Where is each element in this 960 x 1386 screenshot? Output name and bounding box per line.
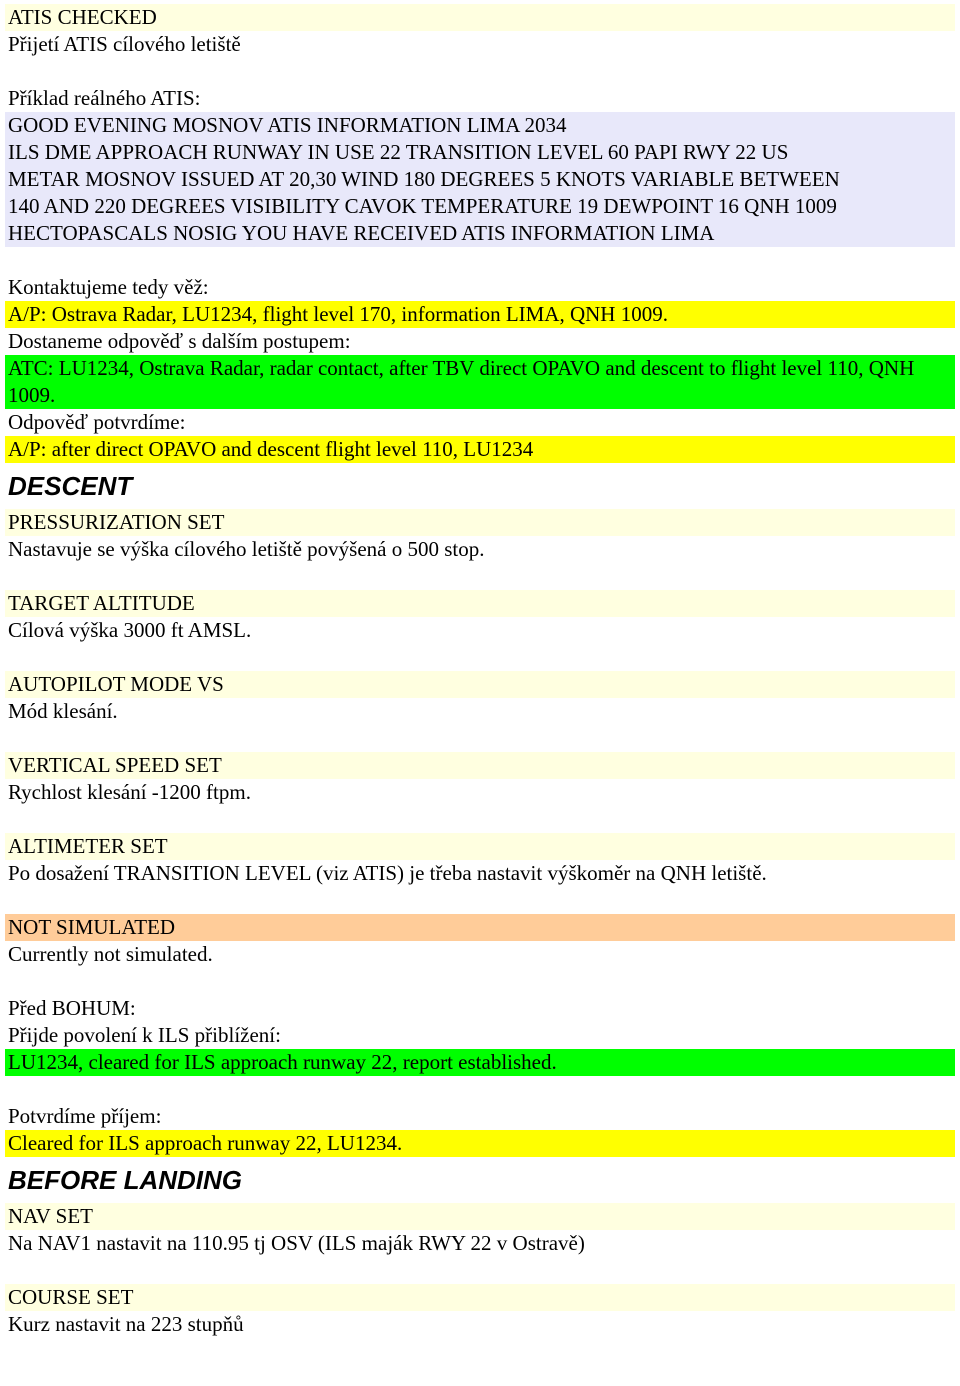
checklist-item-title: AUTOPILOT MODE VS [5, 671, 955, 698]
before-landing-heading: BEFORE LANDING [8, 1165, 242, 1195]
spacer [5, 247, 955, 274]
confirm-label: Odpověď potvrdíme: [8, 410, 186, 434]
spacer [5, 1257, 955, 1284]
checklist-item-title: ALTIMETER SET [5, 833, 955, 860]
ils-clearance: LU1234, cleared for ILS approach runway 22, report established. [5, 1049, 955, 1076]
checklist-item-desc: Currently not simulated. [8, 942, 213, 966]
spacer [5, 887, 955, 914]
spacer [5, 58, 955, 85]
confirm-receipt-label: Potvrdíme příjem: [8, 1104, 162, 1128]
checklist-item-desc: Cílová výška 3000 ft AMSL. [8, 618, 252, 642]
checklist-item-title: NOT SIMULATED [5, 914, 955, 941]
checklist-item-title: PRESSURIZATION SET [5, 509, 955, 536]
contact-tower-label: Kontaktujeme tedy věž: [8, 275, 209, 299]
spacer [5, 806, 955, 833]
checklist-item-title: COURSE SET [5, 1284, 955, 1311]
atis-line: HECTOPASCALS NOSIG YOU HAVE RECEIVED ATIS INFORMATION LIMA [8, 221, 715, 245]
checklist-item-desc: Kurz nastavit na 223 stupňů [8, 1312, 244, 1336]
checklist-item-desc: Na NAV1 nastavit na 110.95 tj OSV (ILS maják RWY 22 v Ostravě) [8, 1231, 585, 1255]
pilot-readback: A/P: after direct OPAVO and descent flight level 110, LU1234 [5, 436, 955, 463]
atis-checked-desc: Přijetí ATIS cílového letiště [8, 32, 241, 56]
checklist-item-title: NAV SET [5, 1203, 955, 1230]
checklist-item-desc: Rychlost klesání -1200 ftpm. [8, 780, 251, 804]
checklist-item-desc: Nastavuje se výška cílového letiště povýšená o 500 stop. [8, 537, 485, 561]
spacer [5, 644, 955, 671]
atis-line: 140 AND 220 DEGREES VISIBILITY CAVOK TEMPERATURE 19 DEWPOINT 16 QNH 1009 [8, 194, 837, 218]
before-bohum-label: Před BOHUM: [8, 996, 136, 1020]
ils-readback: Cleared for ILS approach runway 22, LU1234. [5, 1130, 955, 1157]
descent-heading: DESCENT [8, 471, 133, 501]
checklist-item-title: VERTICAL SPEED SET [5, 752, 955, 779]
atis-line: METAR MOSNOV ISSUED AT 20,30 WIND 180 DEGREES 5 KNOTS VARIABLE BETWEEN [8, 167, 840, 191]
atc-reply-label: Dostaneme odpověď s dalším postupem: [8, 329, 351, 353]
checklist-item-desc: Po dosažení TRANSITION LEVEL (viz ATIS) je třeba nastavit výškoměr na QNH letiště. [8, 861, 767, 885]
spacer [5, 563, 955, 590]
atis-example-block [5, 112, 955, 247]
spacer [5, 968, 955, 995]
spacer [5, 1076, 955, 1103]
atis-example-label: Příklad reálného ATIS: [8, 86, 201, 110]
pilot-initial-call: A/P: Ostrava Radar, LU1234, flight level 170, information LIMA, QNH 1009. [5, 301, 955, 328]
checklist-item-title: TARGET ALTITUDE [5, 590, 955, 617]
checklist-item-desc: Mód klesání. [8, 699, 118, 723]
atis-checked-title: ATIS CHECKED [5, 4, 955, 31]
atis-line: ILS DME APPROACH RUNWAY IN USE 22 TRANSITION LEVEL 60 PAPI RWY 22 US [8, 140, 789, 164]
ils-clearance-label: Přijde povolení k ILS přiblížení: [8, 1023, 281, 1047]
atc-instruction: ATC: LU1234, Ostrava Radar, radar contact, after TBV direct OPAVO and descent to flight level 110, QNH 1009. [5, 355, 955, 409]
spacer [5, 725, 955, 752]
checklist-document [5, 4, 955, 1338]
atis-line: GOOD EVENING MOSNOV ATIS INFORMATION LIMA 2034 [8, 113, 567, 137]
